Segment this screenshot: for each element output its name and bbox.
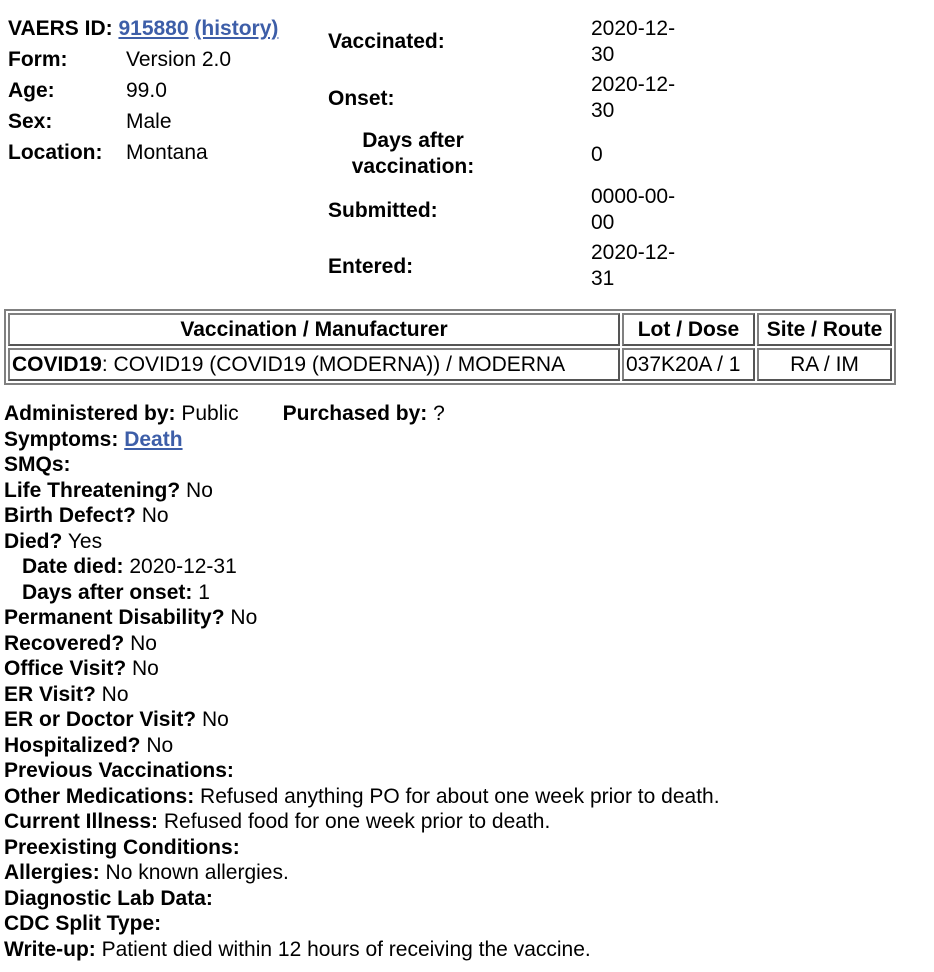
preexisting-conditions-row <box>4 835 924 861</box>
symptom-death-link[interactable]: Death <box>124 427 183 451</box>
submitted-value-part1: 0000-00- <box>591 185 676 208</box>
allergies-value: No known allergies. <box>105 861 289 884</box>
cdc-split-type-row <box>4 911 924 937</box>
onset-value-part1: 2020-12- <box>591 73 676 96</box>
vaccine-description: : COVID19 (COVID19 (MODERNA)) / MODERNA <box>101 352 566 376</box>
sex-row <box>8 109 278 140</box>
vaccinated-label: Vaccinated: <box>328 30 445 53</box>
smqs-row <box>4 452 924 478</box>
recovered-row <box>4 631 924 657</box>
entered-value <box>591 240 701 291</box>
other-medications-row <box>4 784 924 810</box>
administered-by-label: Administered by: <box>4 402 176 425</box>
form-row <box>8 47 278 78</box>
site-route-cell: RA / IM <box>757 348 892 381</box>
vaccine-table-row <box>8 348 892 381</box>
smqs-label: SMQs: <box>4 453 71 476</box>
er-visit-row <box>4 682 924 708</box>
current-illness-value: Refused food for one week prior to death. <box>163 810 551 833</box>
er-visit-label: ER Visit? <box>4 682 96 706</box>
vaccinated-value-part2: 30 <box>591 42 615 66</box>
location-label: Location: <box>8 141 103 164</box>
birth-defect-value: No <box>141 504 169 527</box>
onset-label: Onset: <box>328 87 395 110</box>
permanent-disability-label: Permanent Disability? <box>4 606 225 629</box>
submitted-label: Submitted: <box>328 199 438 222</box>
location-row <box>8 140 278 171</box>
date-died-label: Date died: <box>22 555 124 578</box>
entered-value-part2: 31 <box>591 266 615 290</box>
form-value: Version 2.0 <box>126 48 232 71</box>
previous-vaccinations-label: Previous Vaccinations: <box>4 759 234 782</box>
symptoms-label: Symptoms: <box>4 427 119 451</box>
life-threatening-row <box>4 478 924 504</box>
days-after-label-part1: Days after <box>362 129 464 152</box>
life-threatening-value: No <box>186 478 213 502</box>
diagnostic-lab-data-row <box>4 886 924 912</box>
preexisting-conditions-label: Preexisting Conditions: <box>4 835 240 859</box>
vaers-id-row <box>8 16 278 47</box>
history-link[interactable]: (history) <box>194 17 279 40</box>
vaccinated-value <box>591 16 701 67</box>
purchased-by-label: Purchased by: <box>282 402 428 425</box>
vaccinated-value-part1: 2020-12- <box>591 17 676 40</box>
age-value: 99.0 <box>126 79 167 102</box>
allergies-row <box>4 860 924 886</box>
purchased-by-value: ? <box>433 402 445 425</box>
submitted-value-part2: 00 <box>591 210 615 234</box>
vaccine-cell <box>8 348 620 381</box>
died-value: Yes <box>67 529 103 553</box>
lot-dose-cell: 037K20A / 1 <box>622 348 755 381</box>
days-after-vaccination-value: 0 <box>591 143 603 166</box>
other-medications-value: Refused anything PO for about one week prior to death. <box>200 784 720 808</box>
hospitalized-label: Hospitalized? <box>4 733 141 757</box>
write-up-value: Patient died within 12 hours of receiving the vaccine. <box>101 937 591 961</box>
days-after-onset-label: Days after onset: <box>22 580 193 604</box>
write-up-row <box>4 937 924 963</box>
submitted-value <box>591 184 701 235</box>
header-lot-dose: Lot / Dose <box>622 313 755 346</box>
entered-value-part1: 2020-12- <box>591 241 676 264</box>
age-label: Age: <box>8 79 55 102</box>
er-visit-value: No <box>101 682 129 706</box>
previous-vaccinations-row <box>4 758 924 784</box>
permanent-disability-row <box>4 605 924 631</box>
entered-label: Entered: <box>328 255 414 278</box>
died-label: Died? <box>4 529 63 553</box>
date-died-row <box>4 554 924 580</box>
vaers-id-label: VAERS ID: <box>8 17 113 40</box>
vaccine-table <box>4 309 896 385</box>
write-up-label: Write-up: <box>4 937 96 961</box>
er-doctor-visit-row <box>4 707 924 733</box>
permanent-disability-value: No <box>230 606 258 629</box>
administered-by-value: Public <box>181 402 239 425</box>
sex-value: Male <box>126 110 172 133</box>
days-after-onset-value: 1 <box>198 580 210 604</box>
header-vaccination-manufacturer: Vaccination / Manufacturer <box>8 313 620 346</box>
onset-value <box>591 72 701 123</box>
allergies-label: Allergies: <box>4 861 100 884</box>
age-row <box>8 78 278 109</box>
form-label: Form: <box>8 48 68 71</box>
vaccine-table-header-row <box>8 313 892 346</box>
died-row <box>4 529 924 555</box>
current-illness-label: Current Illness: <box>4 810 159 833</box>
office-visit-value: No <box>132 657 159 680</box>
administered-purchased-row <box>4 401 924 427</box>
birth-defect-label: Birth Defect? <box>4 504 136 527</box>
hospitalized-row <box>4 733 924 759</box>
date-died-value: 2020-12-31 <box>129 555 237 578</box>
office-visit-label: Office Visit? <box>4 657 127 680</box>
er-doctor-visit-label: ER or Doctor Visit? <box>4 708 197 731</box>
sex-label: Sex: <box>8 110 53 133</box>
days-after-label-part2: vaccination: <box>351 154 475 178</box>
er-doctor-visit-value: No <box>201 708 229 731</box>
vaccine-type: COVID19 <box>12 352 102 376</box>
recovered-value: No <box>130 631 157 655</box>
cdc-split-type-label: CDC Split Type: <box>4 912 162 935</box>
office-visit-row <box>4 656 924 682</box>
location-value: Montana <box>126 141 208 164</box>
vaers-id-link[interactable]: 915880 <box>118 17 189 40</box>
current-illness-row <box>4 809 924 835</box>
diagnostic-lab-data-label: Diagnostic Lab Data: <box>4 886 213 910</box>
header-site-route: Site / Route <box>757 313 892 346</box>
other-medications-label: Other Medications: <box>4 784 195 808</box>
symptoms-row <box>4 427 924 453</box>
onset-value-part2: 30 <box>591 98 615 122</box>
days-after-vaccination-label <box>328 128 498 179</box>
days-after-onset-row <box>4 580 924 606</box>
recovered-label: Recovered? <box>4 631 125 655</box>
report-details <box>4 401 924 962</box>
report-summary <box>8 16 278 171</box>
hospitalized-value: No <box>146 733 174 757</box>
birth-defect-row <box>4 503 924 529</box>
life-threatening-label: Life Threatening? <box>4 478 181 502</box>
